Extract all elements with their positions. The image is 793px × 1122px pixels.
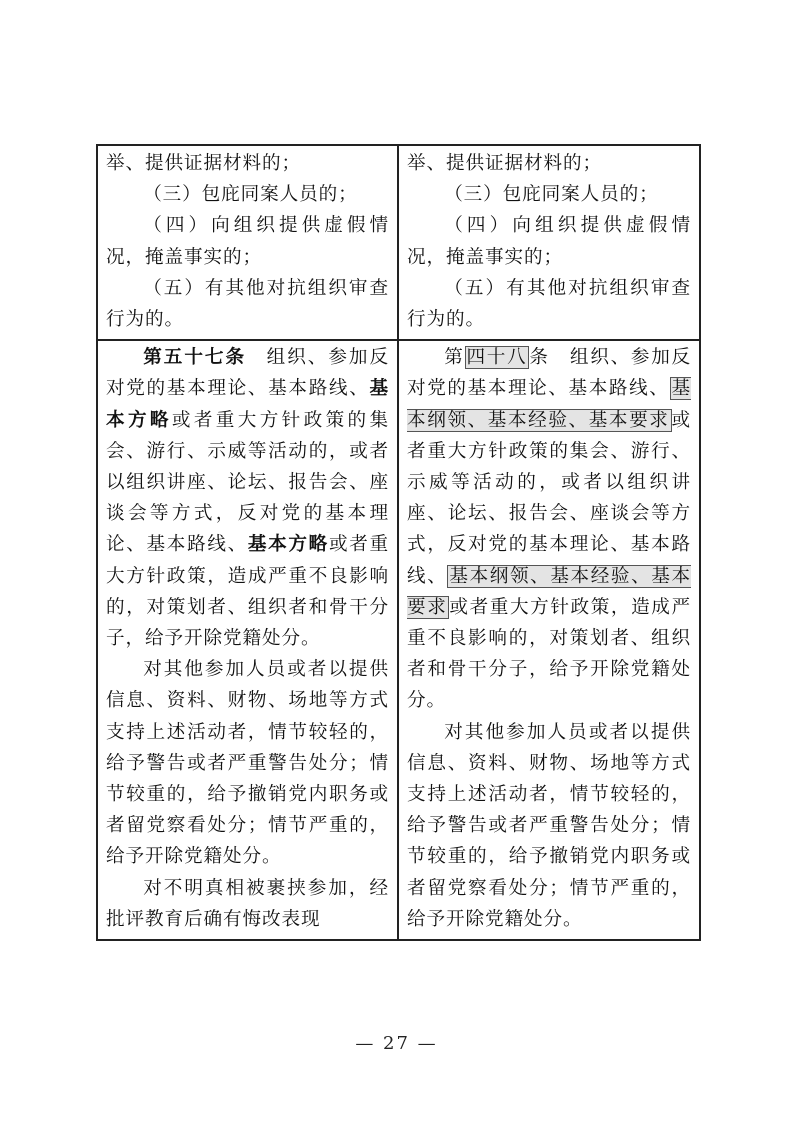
right-cell-top	[398, 145, 700, 340]
right-top-line-4: （五）有其他对抗组织审查行为的。	[407, 277, 691, 331]
left-article-text-3: 或者重大方针政策，造成严重不良影响的，对策划者、组织者和骨干分子，给予开除党籍处分。	[106, 534, 389, 650]
right-highlight-term-2: 基本纲领、基本经验、基本要求	[407, 565, 691, 618]
left-cell-top	[97, 145, 398, 340]
right-article-tiao: 条	[529, 347, 550, 369]
left-article-number: 第五十七条	[143, 347, 247, 369]
right-top-line-3: （四）向组织提供虚假情况，掩盖事实的；	[407, 215, 691, 268]
right-article-text-2: 或者重大方针政策的集会、游行、示威等活动的，或者以组织讲座、论坛、报告会、座谈会等方式，反对党的基本理论、基本路线、	[407, 409, 691, 587]
right-article-number-highlight: 四十八	[466, 347, 528, 369]
left-article-text-1: 组织、参加反对党的基本理论、基本路线、	[106, 347, 389, 400]
left-bold-term-1: 基本方略	[106, 378, 389, 431]
left-cell-main	[97, 340, 398, 940]
table-row	[97, 145, 700, 340]
page-number: — 27 —	[355, 1033, 438, 1054]
left-paragraph-3: 对不明真相被裹挟参加，经批评教育后确有悔改表现	[106, 877, 389, 930]
left-article-text-2: 或者重大方针政策的集会、游行、示威等活动的，或者以组织讲座、论坛、报告会、座谈会等方式，反对党的基本理论、基本路线、	[106, 409, 389, 556]
right-highlight-term-1: 基本纲领、基本经验、基本要求	[407, 378, 691, 431]
left-bold-term-2: 基本方略	[247, 534, 329, 556]
left-top-line-1: 举、提供证据材料的；	[106, 153, 301, 174]
left-top-line-2: （三）包庇同案人员的；	[143, 184, 358, 206]
table-row	[97, 340, 700, 940]
left-top-line-4: （五）有其他对抗组织审查行为的。	[106, 277, 389, 331]
right-article-text-3: 或者重大方针政策，造成严重不良影响的，对策划者、组织者和骨干分子，给予开除党籍处分。	[407, 596, 691, 712]
right-top-line-1: 举、提供证据材料的；	[407, 153, 602, 174]
right-article-di: 第	[444, 347, 465, 369]
right-article-paragraph	[407, 342, 691, 716]
right-cell-main	[398, 340, 700, 940]
right-article-text-1: 组织、参加反对党的基本理论、基本路线、	[407, 347, 692, 400]
comparison-table	[96, 144, 701, 941]
left-top-line-3: （四）向组织提供虚假情况，掩盖事实的；	[106, 215, 389, 268]
left-article-paragraph	[106, 342, 389, 654]
left-paragraph-2: 对其他参加人员或者以提供信息、资料、财物、场地等方式支持上述活动者，情节较轻的，给予警告或者严重警告处分；情节较重的，给予撤销党内职务或者留党察看处分；情节严重的，给予开除党籍处分。	[106, 659, 389, 868]
right-top-line-2: （三）包庇同案人员的；	[444, 184, 659, 206]
right-paragraph-2: 对其他参加人员或者以提供信息、资料、财物、场地等方式支持上述活动者，情节较轻的，给予警告或者严重警告处分；情节较重的，给予撤销党内职务或者留党察看处分；情节严重的，给予开除党籍处分。	[407, 721, 691, 930]
